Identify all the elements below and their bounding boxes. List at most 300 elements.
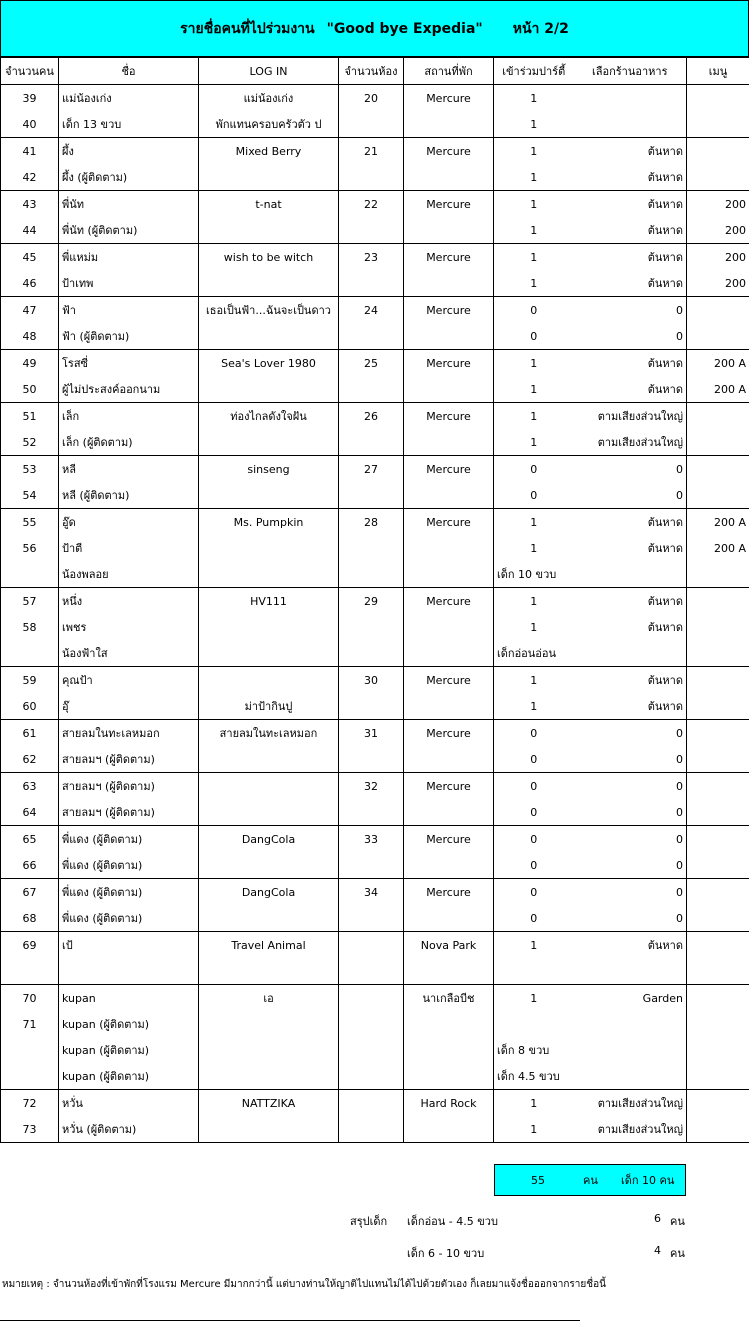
cell-menu xyxy=(687,561,749,588)
cell-party: เด็ก 10 ขวบ xyxy=(494,561,574,588)
cell-restaurant: 0 xyxy=(574,482,687,509)
cell-restaurant: ต้นหาด xyxy=(574,376,687,403)
kids-summary-line2-unit: คน xyxy=(670,1247,685,1260)
cell-menu xyxy=(687,456,749,483)
cell-name: kupan (ผู้ติดตาม) xyxy=(59,1037,199,1063)
cell-name: พี่แดง (ผู้ติดตาม) xyxy=(59,905,199,932)
cell-login xyxy=(199,667,339,694)
cell-room: 26 xyxy=(339,403,404,430)
cell-login: แม่น้องเก่ง xyxy=(199,85,339,112)
cell-hotel: Mercure xyxy=(404,667,494,694)
cell-restaurant: ต้นหาด xyxy=(574,614,687,640)
cell-login xyxy=(199,323,339,350)
cell-count xyxy=(1,958,59,985)
cell-login xyxy=(199,905,339,932)
cell-login xyxy=(199,852,339,879)
cell-hotel xyxy=(404,1116,494,1143)
cell-login: NATTZIKA xyxy=(199,1090,339,1117)
cell-restaurant: 0 xyxy=(574,879,687,906)
cell-count: 57 xyxy=(1,588,59,615)
cell-room: 25 xyxy=(339,350,404,377)
header-room: จำนวนห้อง xyxy=(339,58,404,85)
cell-menu xyxy=(687,614,749,640)
cell-name xyxy=(59,958,199,985)
cell-room xyxy=(339,270,404,297)
cell-room: 28 xyxy=(339,509,404,536)
header-menu: เมนู xyxy=(687,58,749,85)
cell-name: พี่แดง (ผู้ติดตาม) xyxy=(59,879,199,906)
cell-hotel xyxy=(404,1011,494,1037)
cell-room xyxy=(339,164,404,191)
cell-login xyxy=(199,482,339,509)
cell-party: 1 xyxy=(494,244,574,271)
cell-room: 34 xyxy=(339,879,404,906)
cell-party: 1 xyxy=(494,403,574,430)
cell-party: 0 xyxy=(494,826,574,853)
cell-party: 1 xyxy=(494,1090,574,1117)
cell-restaurant: 0 xyxy=(574,826,687,853)
cell-restaurant xyxy=(574,111,687,138)
cell-name: สายลมฯ (ผู้ติดตาม) xyxy=(59,773,199,800)
cell-room: 24 xyxy=(339,297,404,324)
cell-hotel xyxy=(404,429,494,456)
cell-login xyxy=(199,1037,339,1063)
cell-hotel xyxy=(404,799,494,826)
cell-menu xyxy=(687,1116,749,1143)
cell-login: เอ xyxy=(199,985,339,1012)
cell-hotel xyxy=(404,323,494,350)
cell-login: พักแทนครอบครัวตัว ป xyxy=(199,111,339,138)
bottom-divider xyxy=(0,1320,580,1321)
cell-name: พี่นัท xyxy=(59,191,199,218)
cell-restaurant xyxy=(574,1063,687,1090)
table-row xyxy=(1,297,749,324)
cell-menu xyxy=(687,905,749,932)
cell-name: kupan xyxy=(59,985,199,1012)
cell-count: 70 xyxy=(1,985,59,1012)
cell-hotel: Mercure xyxy=(404,138,494,165)
cell-login: DangCola xyxy=(199,879,339,906)
cell-hotel xyxy=(404,746,494,773)
cell-name: เล็ก (ผู้ติดตาม) xyxy=(59,429,199,456)
cell-room xyxy=(339,1116,404,1143)
cell-restaurant: ต้นหาด xyxy=(574,667,687,694)
cell-menu xyxy=(687,879,749,906)
cell-party: 1 xyxy=(494,111,574,138)
cell-count: 59 xyxy=(1,667,59,694)
table-row xyxy=(1,879,749,906)
cell-party: 1 xyxy=(494,932,574,959)
cell-menu xyxy=(687,1063,749,1090)
cell-count: 54 xyxy=(1,482,59,509)
cell-login: sinseng xyxy=(199,456,339,483)
cell-restaurant: ตามเสียงส่วนใหญ่ xyxy=(574,403,687,430)
table-row xyxy=(1,720,749,747)
cell-menu: 200 A xyxy=(687,509,749,536)
cell-party: 1 xyxy=(494,350,574,377)
header-restaurant: เลือกร้านอาหาร xyxy=(574,58,687,85)
cell-name: สายลมในทะเลหมอก xyxy=(59,720,199,747)
cell-menu xyxy=(687,799,749,826)
cell-login xyxy=(199,1116,339,1143)
cell-login xyxy=(199,561,339,588)
cell-login: HV111 xyxy=(199,588,339,615)
cell-count: 64 xyxy=(1,799,59,826)
cell-party: เด็กอ่อนอ่อน xyxy=(494,640,574,667)
cell-room xyxy=(339,376,404,403)
cell-count: 58 xyxy=(1,614,59,640)
cell-room xyxy=(339,693,404,720)
cell-count: 50 xyxy=(1,376,59,403)
cell-count: 71 xyxy=(1,1011,59,1037)
attendee-table-body xyxy=(1,85,749,1143)
kids-summary-line1-unit: คน xyxy=(670,1215,685,1228)
cell-name: แม่น้องเก่ง xyxy=(59,85,199,112)
cell-login: สายลมในทะเลหมอก xyxy=(199,720,339,747)
cell-party: 1 xyxy=(494,1116,574,1143)
kids-summary-line1-label: เด็กอ่อน - 4.5 ขวบ xyxy=(407,1215,498,1228)
cell-room xyxy=(339,985,404,1012)
table-header-row xyxy=(1,58,749,85)
cell-restaurant: ต้นหาด xyxy=(574,217,687,244)
cell-menu xyxy=(687,720,749,747)
cell-count: 42 xyxy=(1,164,59,191)
table-row xyxy=(1,164,749,191)
kids-summary-label: สรุปเด็ก xyxy=(350,1215,388,1228)
cell-count: 44 xyxy=(1,217,59,244)
cell-party: 1 xyxy=(494,85,574,112)
cell-party: 1 xyxy=(494,509,574,536)
cell-login xyxy=(199,217,339,244)
cell-restaurant: ตามเสียงส่วนใหญ่ xyxy=(574,429,687,456)
cell-login xyxy=(199,429,339,456)
cell-name: ป้าเทพ xyxy=(59,270,199,297)
cell-login: t-nat xyxy=(199,191,339,218)
cell-name: ผึ้ง xyxy=(59,138,199,165)
cell-menu xyxy=(687,1090,749,1117)
cell-menu xyxy=(687,773,749,800)
cell-login xyxy=(199,270,339,297)
table-row xyxy=(1,376,749,403)
header-hotel: สถานที่พัก xyxy=(404,58,494,85)
cell-hotel: Mercure xyxy=(404,588,494,615)
cell-name: หวั่น xyxy=(59,1090,199,1117)
cell-restaurant: 0 xyxy=(574,852,687,879)
cell-name: kupan (ผู้ติดตาม) xyxy=(59,1063,199,1090)
cell-menu xyxy=(687,985,749,1012)
cell-room: 31 xyxy=(339,720,404,747)
table-row xyxy=(1,588,749,615)
cell-hotel: Mercure xyxy=(404,826,494,853)
cell-count: 46 xyxy=(1,270,59,297)
cell-room: 21 xyxy=(339,138,404,165)
cell-hotel: Mercure xyxy=(404,85,494,112)
cell-menu: 200 xyxy=(687,217,749,244)
cell-hotel: Mercure xyxy=(404,456,494,483)
cell-count: 49 xyxy=(1,350,59,377)
cell-restaurant: ต้นหาด xyxy=(574,270,687,297)
cell-login xyxy=(199,746,339,773)
cell-menu xyxy=(687,85,749,112)
cell-room xyxy=(339,217,404,244)
cell-party: 0 xyxy=(494,773,574,800)
cell-party: 0 xyxy=(494,799,574,826)
cell-room xyxy=(339,561,404,588)
cell-room xyxy=(339,535,404,561)
cell-hotel: Mercure xyxy=(404,191,494,218)
cell-count: 53 xyxy=(1,456,59,483)
cell-count: 40 xyxy=(1,111,59,138)
cell-party xyxy=(494,958,574,985)
cell-name: คุณป้า xyxy=(59,667,199,694)
cell-hotel: Mercure xyxy=(404,509,494,536)
cell-room xyxy=(339,429,404,456)
cell-room xyxy=(339,111,404,138)
table-row xyxy=(1,852,749,879)
cell-party: เด็ก 8 ขวบ xyxy=(497,1044,550,1057)
cell-name: พี่นัท (ผู้ติดตาม) xyxy=(59,217,199,244)
cell-count: 41 xyxy=(1,138,59,165)
cell-hotel xyxy=(404,217,494,244)
cell-count: 56 xyxy=(1,535,59,561)
cell-menu xyxy=(687,1037,749,1063)
cell-hotel xyxy=(404,640,494,667)
cell-count: 48 xyxy=(1,323,59,350)
cell-menu: 200 A xyxy=(687,350,749,377)
cell-party: 0 xyxy=(494,879,574,906)
cell-hotel: Mercure xyxy=(404,720,494,747)
cell-name: ฟ้า xyxy=(59,297,199,324)
cell-name: พี่แดง (ผู้ติดตาม) xyxy=(59,826,199,853)
table-row xyxy=(1,270,749,297)
cell-room xyxy=(339,640,404,667)
cell-login xyxy=(199,958,339,985)
table-row xyxy=(1,932,749,959)
table-row xyxy=(1,350,749,377)
cell-menu xyxy=(687,958,749,985)
cell-name: หลี xyxy=(59,456,199,483)
cell-hotel xyxy=(404,905,494,932)
cell-party: 1 xyxy=(494,191,574,218)
cell-hotel: Mercure xyxy=(404,350,494,377)
cell-name: เป้ xyxy=(59,932,199,959)
table-row xyxy=(1,191,749,218)
cell-room xyxy=(339,1090,404,1117)
cell-name: หลี (ผู้ติดตาม) xyxy=(59,482,199,509)
cell-hotel xyxy=(404,614,494,640)
cell-name: kupan (ผู้ติดตาม) xyxy=(59,1011,199,1037)
cell-restaurant: 0 xyxy=(574,720,687,747)
cell-restaurant: ต้นหาด xyxy=(574,350,687,377)
cell-room xyxy=(339,958,404,985)
cell-room: 32 xyxy=(339,773,404,800)
cell-party: 1 xyxy=(494,138,574,165)
cell-name: พี่แดง (ผู้ติดตาม) xyxy=(59,852,199,879)
cell-count: 43 xyxy=(1,191,59,218)
cell-room xyxy=(339,1037,404,1063)
cell-restaurant: ต้นหาด xyxy=(574,932,687,959)
header-name: ชื่อ xyxy=(59,58,199,85)
cell-party: 1 xyxy=(494,985,574,1012)
cell-count: 60 xyxy=(1,693,59,720)
cell-party: 1 xyxy=(494,429,574,456)
page-number: หน้า 2/2 xyxy=(512,20,569,37)
cell-menu: 200 xyxy=(687,270,749,297)
cell-room xyxy=(339,614,404,640)
table-row xyxy=(1,111,749,138)
cell-login xyxy=(199,773,339,800)
cell-count: 67 xyxy=(1,879,59,906)
kids-summary-line1-value: 6 xyxy=(654,1212,661,1225)
cell-hotel xyxy=(404,958,494,985)
cell-name: ฟ้า (ผู้ติดตาม) xyxy=(59,323,199,350)
cell-login: Travel Animal xyxy=(199,932,339,959)
table-row xyxy=(1,509,749,536)
cell-menu xyxy=(687,164,749,191)
cell-restaurant: Garden xyxy=(574,985,687,1012)
table-row xyxy=(1,640,749,667)
cell-room xyxy=(339,323,404,350)
cell-hotel xyxy=(404,482,494,509)
cell-count: 52 xyxy=(1,429,59,456)
cell-room: 23 xyxy=(339,244,404,271)
cell-count: 69 xyxy=(1,932,59,959)
cell-name: ผู้ไม่ประสงค์ออกนาม xyxy=(59,376,199,403)
cell-party: 1 xyxy=(530,541,538,555)
cell-login: Sea's Lover 1980 xyxy=(199,350,339,377)
cell-count: 65 xyxy=(1,826,59,853)
cell-login: เธอเป็นฟ้า...ฉันจะเป็นดาว xyxy=(199,297,339,324)
cell-name: อู๊ด xyxy=(59,509,199,536)
cell-name: เพชร xyxy=(59,614,199,640)
cell-room: 33 xyxy=(339,826,404,853)
table-row xyxy=(1,323,749,350)
cell-hotel: Mercure xyxy=(404,403,494,430)
cell-login xyxy=(199,164,339,191)
cell-room xyxy=(339,746,404,773)
table-row xyxy=(1,561,749,588)
cell-name: น้องฟ้าใส xyxy=(59,640,199,667)
cell-hotel xyxy=(404,1037,494,1063)
cell-count: 63 xyxy=(1,773,59,800)
header-party: เข้าร่วมปาร์ตี้ xyxy=(494,58,574,85)
cell-name: สายลมฯ (ผู้ติดตาม) xyxy=(59,799,199,826)
header-count: จำนวนคน xyxy=(1,58,59,85)
cell-menu: 200 A xyxy=(687,376,749,403)
cell-hotel xyxy=(404,535,494,561)
cell-login: Mixed Berry xyxy=(199,138,339,165)
cell-hotel: Mercure xyxy=(404,879,494,906)
cell-party: 1 xyxy=(494,217,574,244)
cell-menu xyxy=(687,667,749,694)
cell-party xyxy=(494,1011,574,1037)
cell-count: 55 xyxy=(1,509,59,536)
cell-name: พี่แหม่ม xyxy=(59,244,199,271)
cell-party: 1 xyxy=(494,693,574,720)
cell-name: ผึ้ง (ผู้ติดตาม) xyxy=(59,164,199,191)
table-row xyxy=(1,1063,749,1090)
cell-party: 0 xyxy=(494,720,574,747)
cell-party: 1 xyxy=(494,667,574,694)
attendee-table xyxy=(0,57,749,1143)
cell-room xyxy=(339,1063,404,1090)
cell-hotel xyxy=(404,852,494,879)
cell-party: 0 xyxy=(494,852,574,879)
cell-hotel xyxy=(404,693,494,720)
cell-login: ท่องไกลดังใจฝัน xyxy=(199,403,339,430)
table-row xyxy=(1,535,749,561)
cell-restaurant: 0 xyxy=(574,799,687,826)
cell-menu xyxy=(687,482,749,509)
cell-menu: 200 A xyxy=(687,535,749,561)
cell-restaurant xyxy=(574,85,687,112)
cell-room: 27 xyxy=(339,456,404,483)
cell-login xyxy=(199,1011,339,1037)
cell-room xyxy=(339,482,404,509)
cell-party: 0 xyxy=(494,482,574,509)
cell-menu: 200 xyxy=(687,191,749,218)
cell-login xyxy=(199,799,339,826)
total-unit: คน xyxy=(583,1174,598,1187)
cell-menu xyxy=(687,138,749,165)
cell-room xyxy=(339,932,404,959)
cell-name: อุ๊ xyxy=(59,693,199,720)
total-kids: เด็ก 10 คน xyxy=(621,1174,675,1187)
cell-count: 61 xyxy=(1,720,59,747)
table-row xyxy=(1,85,749,112)
cell-name: ป้าตี xyxy=(59,535,199,561)
cell-menu xyxy=(687,588,749,615)
totals-box xyxy=(494,1164,686,1196)
cell-count: 45 xyxy=(1,244,59,271)
table-row xyxy=(1,138,749,165)
cell-menu xyxy=(687,403,749,430)
page-title: รายชื่อคนที่ไปร่วมงาน xyxy=(180,20,315,37)
table-row xyxy=(1,985,749,1012)
cell-count: 66 xyxy=(1,852,59,879)
cell-menu xyxy=(687,852,749,879)
cell-menu xyxy=(687,640,749,667)
cell-menu xyxy=(687,297,749,324)
cell-name: เด็ก 13 ขวบ xyxy=(59,111,199,138)
table-row xyxy=(1,667,749,694)
cell-restaurant: ตามเสียงส่วนใหญ่ xyxy=(574,1116,687,1143)
cell-menu xyxy=(687,111,749,138)
cell-party: 0 xyxy=(494,746,574,773)
cell-menu xyxy=(687,932,749,959)
cell-party: 0 xyxy=(494,297,574,324)
cell-party: 1 xyxy=(494,588,574,615)
cell-login xyxy=(199,640,339,667)
cell-count: 73 xyxy=(1,1116,59,1143)
table-row xyxy=(1,614,749,640)
cell-party: 0 xyxy=(494,456,574,483)
total-count: 55 xyxy=(531,1173,545,1187)
table-row xyxy=(1,1116,749,1143)
cell-room xyxy=(339,905,404,932)
table-row xyxy=(1,429,749,456)
cell-hotel: Mercure xyxy=(404,297,494,324)
cell-restaurant: ตามเสียงส่วนใหญ่ xyxy=(574,1090,687,1117)
cell-room xyxy=(339,852,404,879)
cell-hotel: Nova Park xyxy=(404,932,494,959)
cell-restaurant xyxy=(574,958,687,985)
table-row xyxy=(1,958,749,985)
cell-room: 20 xyxy=(339,85,404,112)
cell-hotel xyxy=(404,111,494,138)
cell-restaurant xyxy=(574,561,687,588)
cell-hotel: Hard Rock xyxy=(404,1090,494,1117)
